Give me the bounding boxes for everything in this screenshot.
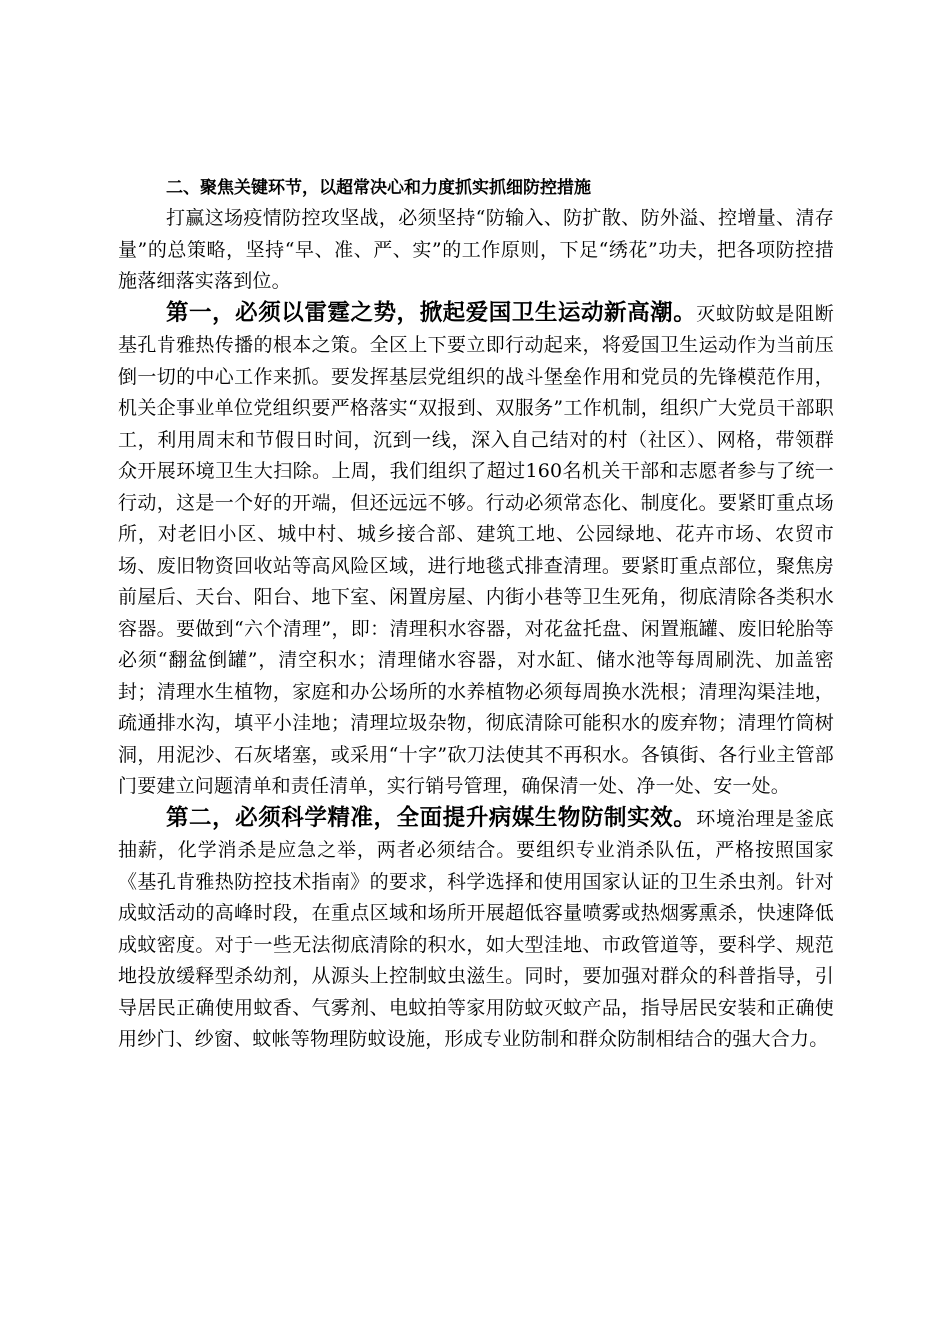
point-two-lead: 第二，必须科学精准，全面提升病媒生物防制实效。 — [166, 804, 697, 831]
point-one-paragraph — [118, 298, 834, 803]
intro-paragraph — [118, 203, 834, 298]
document-body — [118, 173, 834, 1056]
point-one-text: 灭蚊防蚊是阻断基孔肯雅热传播的根本之策。全区上下要立即行动起来，将爱国卫生运动作为当前压倒一切的中心工作来抓。要发挥基层党组织的战斗堡垒作用和党员的先锋模范作用，机关企事业单位党组织要严格落实“双报到、双服务”工作机制，组织广大党员干部职工，利用周末和节假日时间，沉到一线，深入自己结对的村（社区）、网格，带领群众开展环境卫生大扫除。上周，我们组织了超过160名机关干部和志愿者参与了统一行动，这是一个好的开端，但还远远不够。行动必须常态化、制度化。要紧盯重点场所，对老旧小区、城中村、城乡接合部、建筑工地、公园绿地、花卉市场、农贸市场、废旧物资回收站等高风险区域，进行地毯式排查清理。要紧盯重点部位，聚焦房前屋后、天台、阳台、地下室、闲置房屋、内街小巷等卫生死角，彻底清除各类积水容器。要做到“六个清理”，即：清理积水容器，对花盆托盘、闲置瓶罐、废旧轮胎等必须“翻盆倒罐”，清空积水；清理储水容器，对水缸、储水池等每周刷洗、加盖密封；清理水生植物，家庭和办公场所的水养植物必须每周换水洗根；清理沟渠洼地，疏通排水沟，填平小洼地；清理垃圾杂物，彻底清除可能积水的废弃物；清理竹筒树洞，用泥沙、石灰堵塞，或采用“十字”砍刀法使其不再积水。各镇街、各行业主管部门要建立问题清单和责任清单，实行销号管理，确保清一处、净一处、安一处。 — [118, 302, 834, 797]
intro-paragraph-text: 打赢这场疫情防控攻坚战，必须坚持“防输入、防扩散、防外溢、控增量、清存量”的总策略，坚持“早、准、严、实”的工作原则，下足“绣花”功夫，把各项防控措施落细落实落到位。 — [118, 207, 834, 292]
point-two-text: 环境治理是釜底抽薪，化学消杀是应急之举，两者必须结合。要组织专业消杀队伍，严格按照国家《基孔肯雅热防控技术指南》的要求，科学选择和使用国家认证的卫生杀虫剂。针对成蚊活动的高峰时段，在重点区域和场所开展超低容量喷雾或热烟雾熏杀，快速降低成蚊密度。对于一些无法彻底清除的积水，如大型洼地、市政管道等，要科学、规范地投放缓释型杀幼剂，从源头上控制蚊虫滋生。同时，要加强对群众的科普指导，引导居民正确使用蚊香、气雾剂、电蚊拍等家用防蚊灭蚊产品，指导居民安装和正确使用纱门、纱窗、蚊帐等物理防蚊设施，形成专业防制和群众防制相结合的强大合力。 — [118, 807, 834, 1050]
point-two-paragraph — [118, 803, 834, 1056]
section-heading: 二、聚焦关键环节，以超常决心和力度抓实抓细防控措施 — [166, 178, 591, 198]
point-one-lead: 第一，必须以雷霆之势，掀起爱国卫生运动新高潮。 — [166, 299, 697, 326]
